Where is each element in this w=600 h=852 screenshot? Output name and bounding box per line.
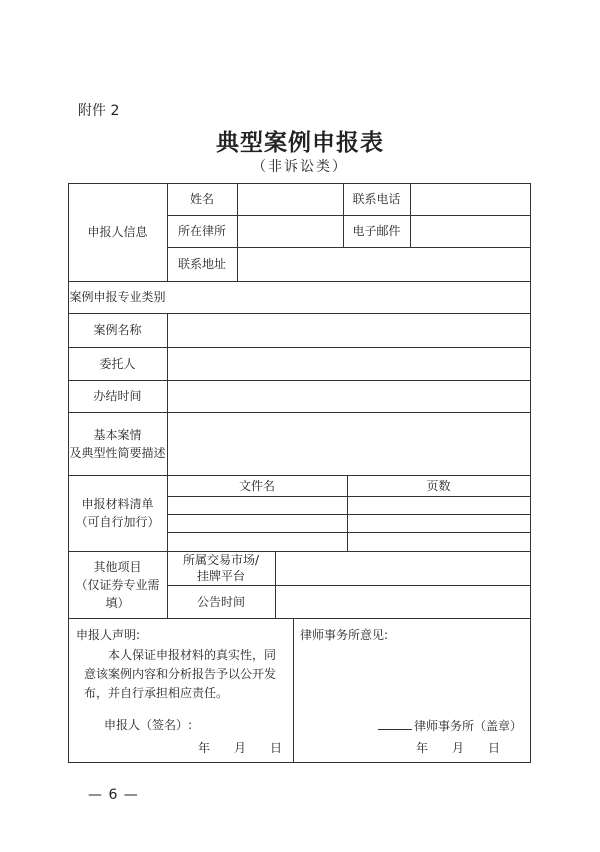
category-label: 案例申报专业类别 (69, 290, 166, 304)
firm-field[interactable] (238, 216, 343, 247)
name-field[interactable] (238, 184, 343, 215)
firm-opinion-date: 年 月 日 (416, 741, 501, 755)
filename-header: 文件名 (238, 478, 275, 493)
phone-label: 联系电话 (352, 192, 401, 206)
seal-blank-line (378, 729, 412, 730)
address-field[interactable] (238, 248, 530, 281)
closing-time-field[interactable] (168, 381, 530, 412)
declaration-text: 本人保证申报材料的真实性，同意该案例内容和分析报告予以公开发布，并自行承担相应责任。 (84, 648, 277, 700)
material-pages-field[interactable] (348, 497, 530, 514)
announcement-label: 公告时间 (196, 594, 245, 609)
declaration-date: 年 月 日 (198, 741, 283, 755)
email-label: 电子邮件 (352, 224, 401, 238)
platform-label-line-1: 所属交易市场/ (182, 553, 260, 567)
materials-section-label (68, 475, 167, 551)
description-label-line-1: 基本案情 (93, 427, 142, 442)
case-name-label: 案例名称 (93, 323, 142, 337)
email-field[interactable] (411, 216, 530, 247)
other-label-line-2: （仅证券专业需填） (75, 577, 160, 610)
seal-label: 律师事务所（盖章） (414, 719, 523, 733)
page-number: — 6 — (88, 787, 139, 803)
platform-label-line-2: 挂牌平台 (196, 569, 245, 583)
form-subtitle: （非诉讼类） (252, 159, 348, 175)
address-label: 联系地址 (177, 257, 226, 271)
closing-time-label: 办结时间 (93, 389, 142, 403)
firm-opinion-title: 律师事务所意见: (300, 628, 389, 642)
material-filename-field[interactable] (168, 533, 347, 551)
materials-label-line-1: 申报材料清单 (81, 497, 154, 511)
material-filename-field[interactable] (168, 497, 347, 514)
pages-header: 页数 (426, 478, 451, 493)
description-field[interactable] (168, 413, 530, 475)
category-field[interactable] (168, 282, 530, 313)
phone-field[interactable] (411, 184, 530, 215)
other-label-line-1: 其他项目 (93, 559, 142, 574)
description-label-line-2: 及典型性简要描述 (69, 445, 166, 460)
attachment-label: 附件 2 (78, 103, 120, 119)
case-name-field[interactable] (168, 314, 530, 347)
firm-label: 所在律所 (177, 224, 226, 238)
signature-label: 申报人（签名）: (104, 718, 193, 732)
material-pages-field[interactable] (348, 515, 530, 532)
materials-label-line-2: （可自行加行） (75, 515, 160, 529)
declaration-title: 申报人声明: (76, 628, 141, 642)
declaration-body (84, 646, 284, 703)
material-filename-field[interactable] (168, 515, 347, 532)
applicant-section-label: 申报人信息 (87, 225, 148, 239)
form-title: 典型案例申报表 (216, 129, 384, 156)
name-label: 姓名 (189, 192, 214, 206)
material-pages-field[interactable] (348, 533, 530, 551)
announcement-field[interactable] (276, 586, 530, 618)
client-label: 委托人 (99, 356, 136, 371)
other-section-label (68, 551, 167, 618)
platform-field[interactable] (276, 552, 530, 585)
platform-label (167, 551, 275, 585)
client-field[interactable] (168, 348, 530, 380)
description-label (68, 412, 167, 475)
